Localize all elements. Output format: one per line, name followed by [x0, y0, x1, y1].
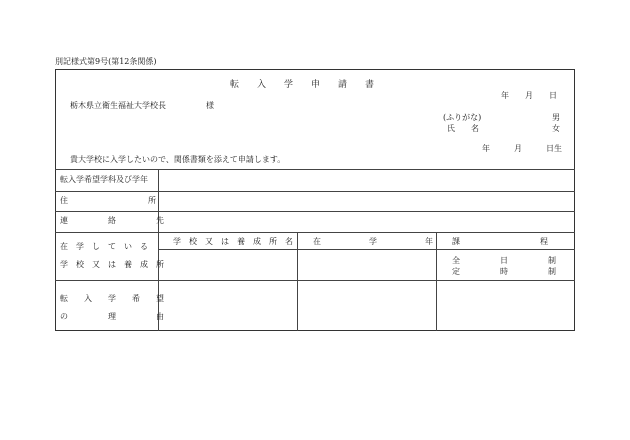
request-statement: 貴大学校に入学したいので、関係書類を添えて申請します。	[70, 155, 286, 164]
part-time-option: 定 時 制	[452, 267, 556, 276]
sex-male: 男	[552, 113, 560, 122]
date-line: 年 月 日	[501, 91, 557, 100]
column-divider	[436, 232, 437, 331]
form-title: 転 入 学 申 請 書	[230, 80, 375, 90]
birth-date-line: 年 月 日生	[482, 144, 562, 153]
current-school-label: 在 学 し て い る	[60, 242, 148, 251]
transfer-reason-label: の 理 由	[60, 312, 164, 321]
row-divider	[55, 169, 575, 170]
row-divider	[55, 280, 575, 281]
school-name-header: 学 校 又 は 養 成 所 名	[173, 237, 293, 246]
sex-female: 女	[552, 124, 560, 133]
sub-header-divider	[158, 249, 575, 250]
furigana-label: (ふりがな)	[443, 113, 482, 122]
row-divider	[55, 211, 575, 212]
current-school-label: 学 校 又 は 養 成 所	[60, 260, 164, 269]
full-time-option: 全 日 制	[452, 256, 556, 265]
contact-label: 連 絡 先	[60, 216, 164, 225]
course-header: 課 程	[452, 237, 548, 246]
address-label: 住 所	[60, 196, 156, 205]
row-divider	[55, 191, 575, 192]
label-column-divider	[158, 169, 159, 331]
form-reference: 別記様式第9号(第12条関係)	[55, 57, 157, 66]
transfer-reason-label: 転 入 学 希 望	[60, 294, 164, 303]
desired-department-label: 転入学希望学科及び学年	[60, 175, 148, 184]
column-divider	[297, 232, 298, 331]
addressee: 栃木県立衛生福祉大学校長 様	[70, 101, 214, 110]
enrolled-year-header: 在 学 年	[313, 237, 433, 246]
row-divider	[55, 232, 575, 233]
name-label: 氏 名	[447, 124, 479, 133]
